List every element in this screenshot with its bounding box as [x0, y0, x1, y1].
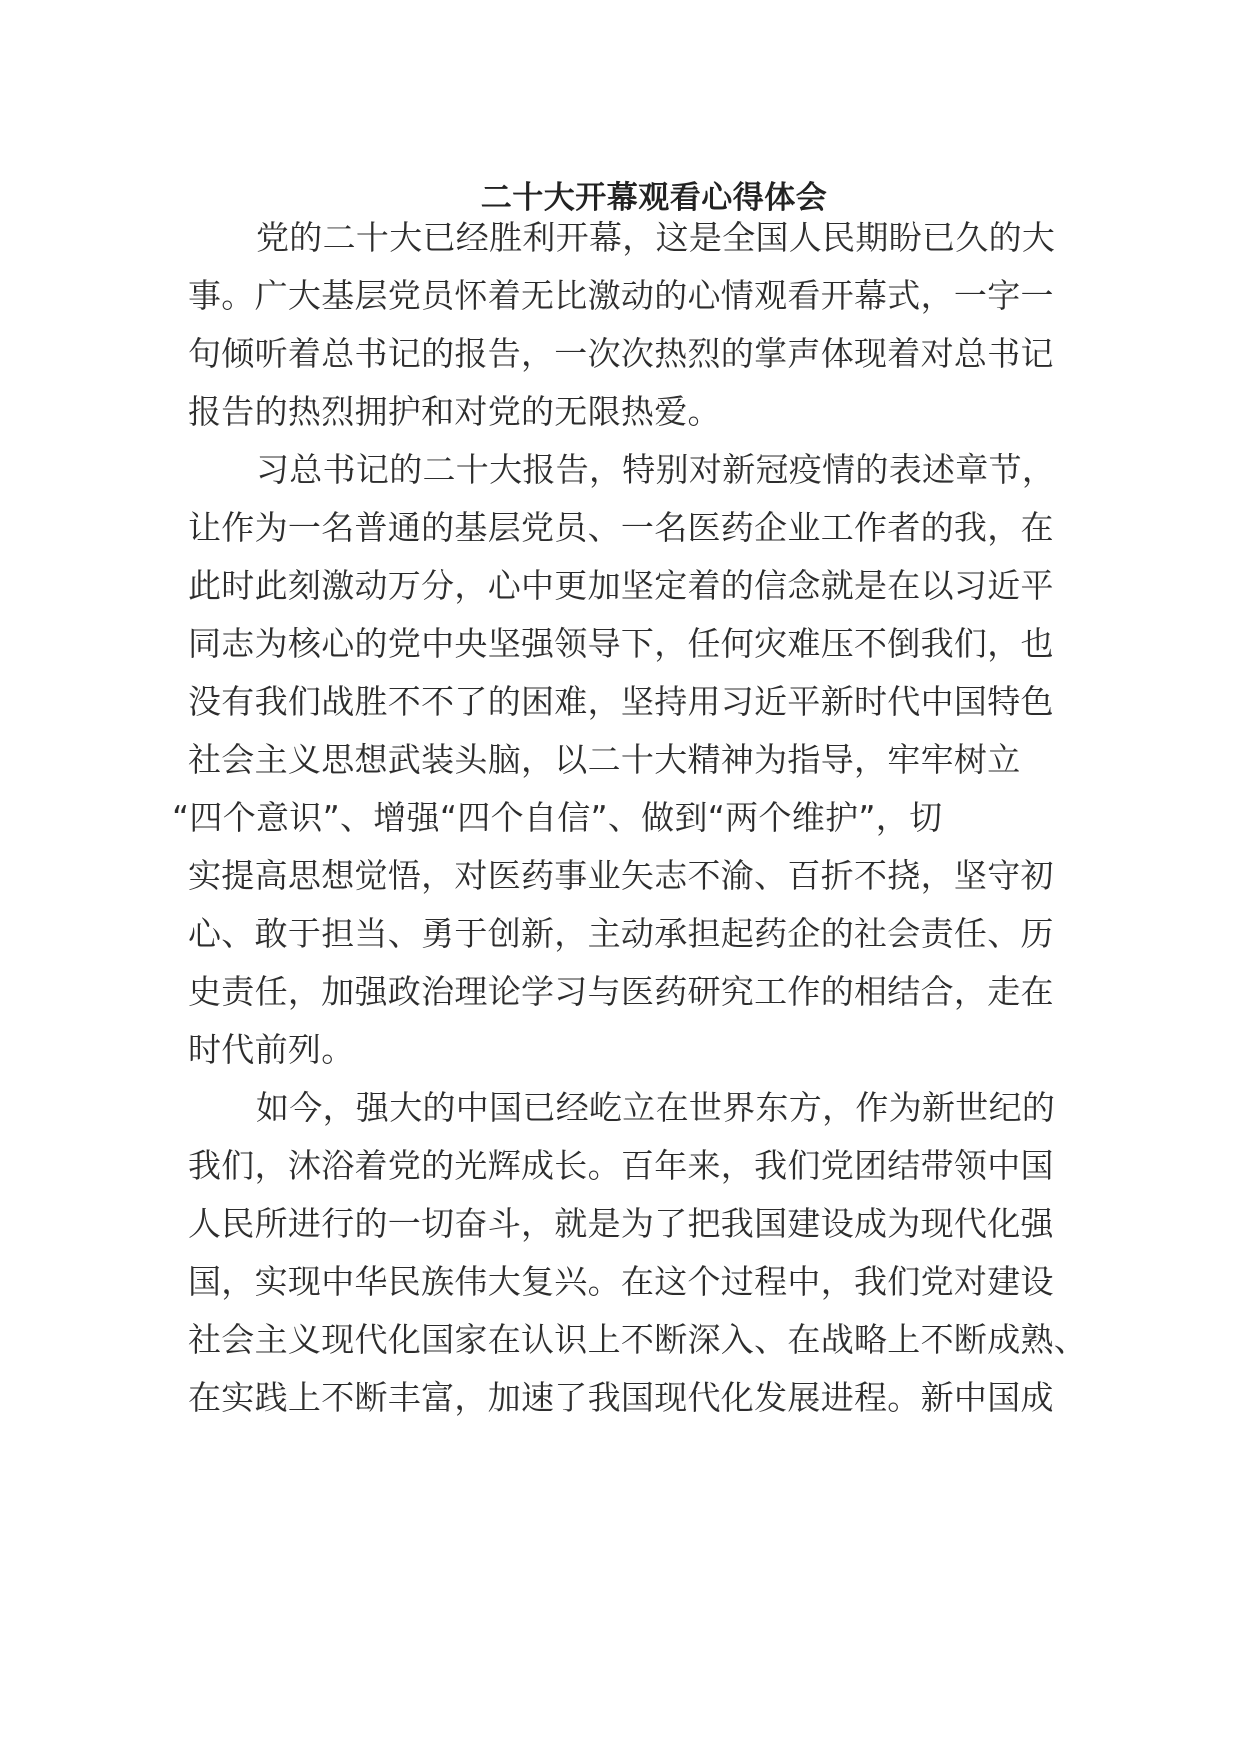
paragraph-1-line-4: 报告的热烈拥护和对党的无限热爱。	[188, 392, 721, 431]
paragraph-1-line-2: 事。广大基层党员怀着无比激动的心情观看开幕式，一字一	[188, 276, 1054, 315]
paragraph-3-line-3: 人民所进行的一切奋斗，就是为了把我国建设成为现代化强	[188, 1204, 1054, 1243]
paragraph-3-line-2: 我们，沐浴着党的光辉成长。百年来，我们党团结带领中国	[188, 1146, 1054, 1185]
paragraph-3-line-5: 社会主义现代化国家在认识上不断深入、在战略上不断成熟、	[188, 1320, 1088, 1359]
paragraph-2-line-2: 让作为一名普通的基层党员、一名医药企业工作者的我，在	[188, 508, 1054, 547]
paragraph-2-line-7: “四个意识”、增强“四个自信”、做到“两个维护”，切	[172, 798, 943, 837]
document-title: 二十大开幕观看心得体会	[480, 180, 828, 216]
paragraph-3-line-6: 在实践上不断丰富，加速了我国现代化发展进程。新中国成	[188, 1378, 1054, 1417]
paragraph-3-line-4: 国，实现中华民族伟大复兴。在这个过程中，我们党对建设	[188, 1262, 1054, 1301]
paragraph-2-line-11: 时代前列。	[188, 1030, 355, 1069]
paragraph-2-line-3: 此时此刻激动万分，心中更加坚定着的信念就是在以习近平	[188, 566, 1054, 605]
paragraph-2-line-4: 同志为核心的党中央坚强领导下，任何灾难压不倒我们，也	[188, 624, 1054, 663]
paragraph-2-line-1: 习总书记的二十大报告，特别对新冠疫情的表述章节，	[256, 450, 1056, 489]
paragraph-2-line-6: 社会主义思想武装头脑，以二十大精神为指导，牢牢树立	[188, 740, 1021, 779]
paragraph-2-line-8: 实提高思想觉悟，对医药事业矢志不渝、百折不挠，坚守初	[188, 856, 1054, 895]
paragraph-1-line-3: 句倾听着总书记的报告，一次次热烈的掌声体现着对总书记	[188, 334, 1054, 373]
paragraph-2-line-10: 史责任，加强政治理论学习与医药研究工作的相结合，走在	[188, 972, 1054, 1011]
paragraph-1-line-1: 党的二十大已经胜利开幕，这是全国人民期盼已久的大	[256, 218, 1056, 257]
paragraph-2-line-5: 没有我们战胜不不了的困难，坚持用习近平新时代中国特色	[188, 682, 1054, 721]
paragraph-2-line-9: 心、敢于担当、勇于创新，主动承担起药企的社会责任、历	[188, 914, 1054, 953]
paragraph-3-line-1: 如今，强大的中国已经屹立在世界东方，作为新世纪的	[256, 1088, 1056, 1127]
